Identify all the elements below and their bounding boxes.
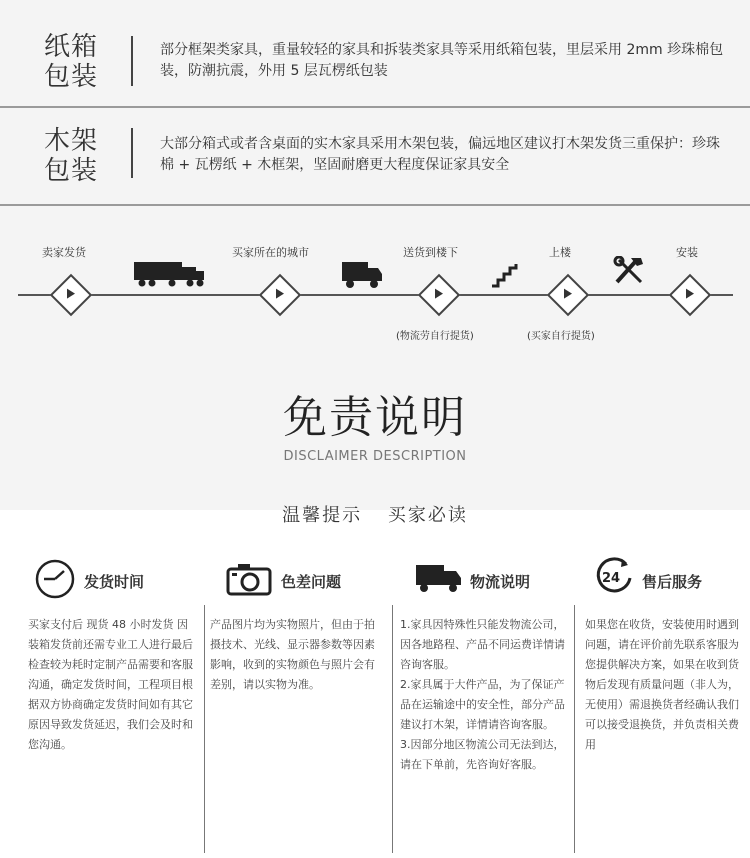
- logistics-text: 1.家具因特殊性只能发物流公司，因各地路程、产品不同运费详情请咨询客服。 2.家具属于大件产品，为了保证产品在运输途中的安全性，部分产品建议打木架，详情请咨询客服。 3.因部分地区物流公司无法到达，请在下单前，先咨询好客服。: [400, 618, 565, 771]
- camera-icon: [226, 562, 272, 596]
- stairs-icon: [490, 262, 522, 288]
- tools-icon: [613, 256, 645, 284]
- logistics-heading: 物流说明: [470, 573, 531, 591]
- clock-icon: [34, 558, 76, 600]
- after-sales-text: 如果您在收货，安装使用时遇到问题，请在评价前先联系客服为您提供解决方案，如果在收到货物后发现有质量问题（非人为，无使用）需退换货者经确认我们可以接受退换货，并负责相关费用: [585, 618, 739, 751]
- shipping-time-heading: 发货时间: [84, 573, 145, 591]
- column-divider: [574, 605, 575, 853]
- 24h-icon-text: 24: [602, 571, 621, 586]
- color-diff-text: 产品图片均为实物照片，但由于拍摄技术、光线、显示器参数等因素影响，收到的实物颜色与照片会有差别，请以实物为准。: [210, 618, 375, 691]
- flow-step-label: 安装: [676, 246, 698, 259]
- flow-step-label: 送货到楼下: [403, 246, 458, 259]
- title-bar: [131, 128, 133, 178]
- flow-timeline: [18, 294, 733, 296]
- title-bar: [131, 36, 133, 86]
- flow-note: (买家自行提货): [527, 331, 595, 342]
- flow-note: (物流劳自行提货): [396, 331, 474, 342]
- flow-step-label: 卖家发货: [42, 246, 86, 259]
- column-divider: [392, 605, 393, 853]
- after-sales-heading: 售后服务: [642, 573, 703, 591]
- semi-truck-icon: [132, 258, 208, 288]
- divider: [0, 106, 750, 108]
- warm-tip: 温馨提示 买家必读: [282, 505, 468, 526]
- carton-packaging-text: 部分框架类家具，重量较轻的家具和拆装类家具等采用纸箱包装，里层采用 2mm 珍珠棉包装，防潮抗震，外用 5 层瓦楞纸包装: [160, 42, 724, 79]
- carton-packaging-title: 纸箱包装: [44, 32, 99, 92]
- truck-icon: [414, 563, 464, 593]
- flow-step-label: 买家所在的城市: [232, 246, 309, 259]
- small-truck-icon: [340, 259, 384, 289]
- disclaimer-subtitle: DISCLAIMER DESCRIPTION: [283, 449, 467, 464]
- shipping-time-text: 买家支付后 现货 48 小时发货 因装箱发货前还需专业工人进行最后检查较为耗时定制产品需要和客服沟通，确定发货时间，工程项目根据双方协商确定发货时间如有其它原因导致发货延迟，我们会及时和您沟通。: [28, 618, 193, 751]
- 24h-icon: [594, 556, 634, 596]
- wood-packaging-text: 大部分箱式或者含桌面的实木家具采用木架包装，偏远地区建议打木架发货三重保护：珍珠棉 + 瓦楞纸 + 木框架，坚固耐磨更大程度保证家具安全: [160, 136, 720, 173]
- flow-step-label: 上楼: [549, 246, 571, 259]
- disclaimer-title: 免责说明: [283, 392, 467, 443]
- column-divider: [204, 605, 205, 853]
- divider: [0, 204, 750, 206]
- wood-packaging-title: 木架包装: [44, 126, 99, 186]
- color-diff-heading: 色差问题: [281, 573, 342, 591]
